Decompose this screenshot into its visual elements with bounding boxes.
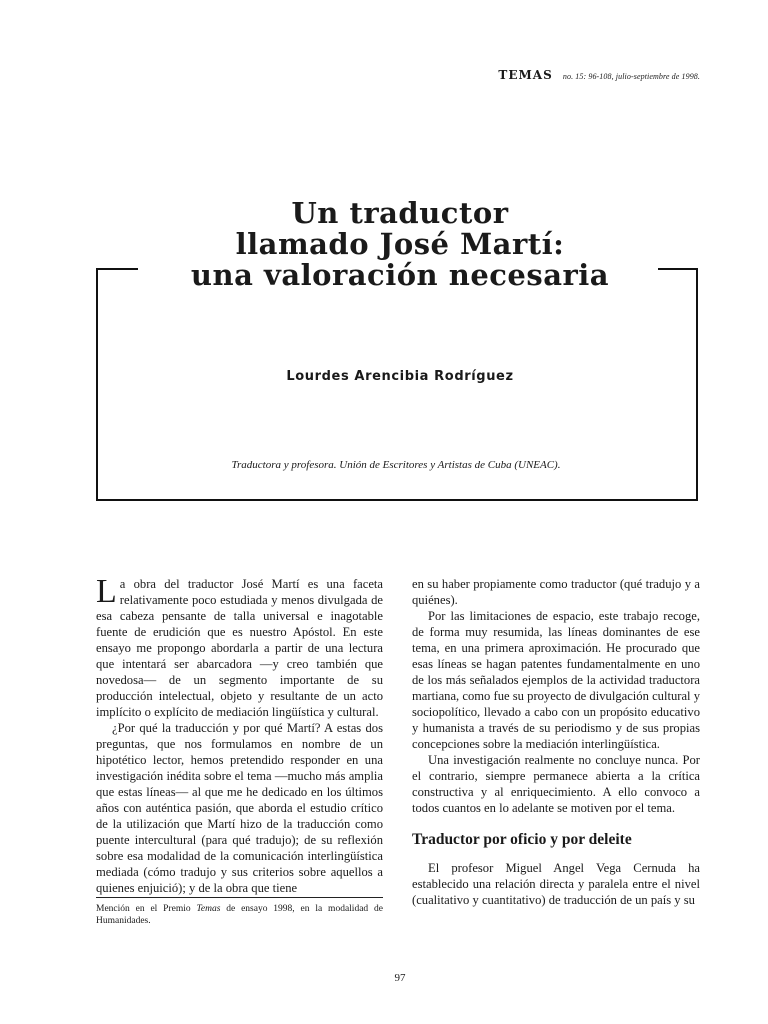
title-line-1: Un traductor — [291, 196, 509, 230]
footnote-divider — [96, 897, 383, 898]
title-line-2: llamado José Martí: — [235, 227, 565, 261]
author-name: Lourdes Arencibia Rodríguez — [286, 369, 514, 384]
paragraph: ¿Por qué la traducción y por qué Martí? A estas dos preguntas, que nos formulamos en nombre de un hipotético lector, hemos pretendido responder en una investigación inédita sobre el tema —mucho más amplia que estas líneas— al que me he dedicado en los últimos años con auténtica pasión, que aborda el estudio crítico de la utilización que Martí hizo de la traducción como puente intercultural (para qué tradujo); de su reflexión sobre esa modalidad de la comunicación interlingüística mediada (cómo tradujo y sus criterios sobre aquellos a quienes enjuició); y de la obra que tiene — [96, 721, 383, 895]
right-column — [412, 576, 700, 908]
drop-cap: L — [96, 573, 117, 610]
left-column — [96, 573, 383, 896]
footnote: Mención en el Premio Temas de ensayo 1998, en la modalidad de Humanidades. — [96, 904, 383, 926]
article-title — [0, 198, 768, 291]
paragraph: Por las limitaciones de espacio, este trabajo recoge, de forma muy resumida, las líneas dominantes de ese tema, en una primera aproximación. He procurado que esas líneas se hagan patentes fundamentalmente en uno de los más señalados ejemplos de la actividad traductora martiana, como fue su proyecto de divulgación cultural y sociopolítico, llevado a cabo con un propósito educativo y humanista a través de su periodismo y de sus propias concepciones sobre la mediación interlingüística. — [412, 609, 700, 751]
title-line-3: una valoración necesaria — [190, 258, 610, 292]
citation: no. 15: 96-108, julio-septiembre de 1998. — [562, 72, 700, 81]
journal-logo: TEMAS — [498, 68, 553, 82]
page-number: 97 — [394, 972, 406, 984]
paragraph: Una investigación realmente no concluye nunca. Por el contrario, siempre permanece abierta a la crítica constructiva y al enriquecimiento. A ello convoco a todos cuantos en lo adelante se motiven por el tema. — [412, 753, 700, 815]
running-header — [498, 68, 700, 82]
author-affiliation: Traductora y profesora. Unión de Escritores y Artistas de Cuba (UNEAC). — [231, 459, 561, 471]
paragraph: El profesor Miguel Angel Vega Cernuda ha establecido una relación directa y paralela entre el nivel (cualitativo y cuantitativo) de traducción de un país y su — [412, 861, 700, 907]
paragraph: en su haber propiamente como traductor (qué tradujo y a quiénes). — [412, 577, 700, 607]
section-heading: Traductor por oficio y por deleite — [412, 831, 632, 848]
paragraph: La obra del traductor José Martí es una faceta relativamente poco estudiada y menos divulgada de esa cabeza pensante de talla universal e inagotable fuente de erudición que es nuestro Apóstol. En este ensayo me propongo abordarla a partir de una lectura que intentará ser abarcadora —y creo también que novedosa— de un segmento importante de su producción intelectual, objeto y resultante de un acto implícito o explícito de mediación lingüística y cultural. — [96, 573, 383, 719]
